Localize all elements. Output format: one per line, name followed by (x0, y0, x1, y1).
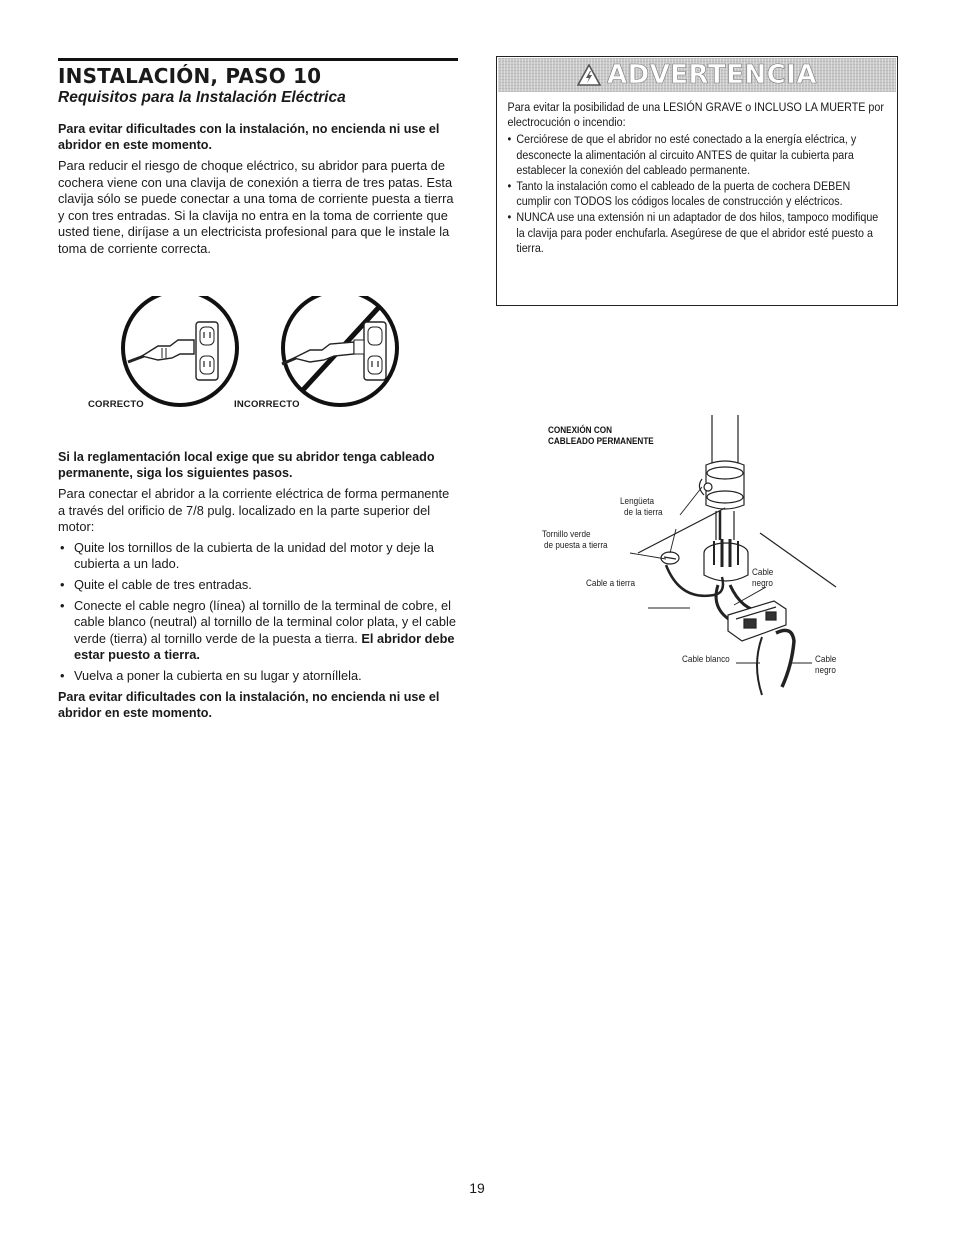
left-column (58, 58, 458, 258)
warning-title: ADVERTENCIA (606, 60, 818, 90)
green-screw-label: Tornillo verde (542, 529, 591, 540)
page-title: INSTALACIÓN, PASO 10 (58, 64, 322, 88)
ground-tab-label-2: de la tierra (624, 507, 663, 518)
black-wire-label: Cable (752, 567, 774, 578)
section-rule (58, 58, 458, 61)
plug-illustration (58, 296, 458, 416)
steps-list (58, 540, 458, 685)
plug-figure (58, 296, 458, 416)
black-wire-label-bottom: Cable (815, 654, 837, 665)
correct-label: CORRECTO (88, 399, 144, 410)
intro-warning-text: Para evitar dificultades con la instalación, no encienda ni use el abridor en este momento. (58, 122, 440, 152)
diagram-title-line1: CONEXIÓN CON (548, 425, 613, 436)
incorrect-label: INCORRECTO (234, 399, 300, 410)
white-wire-label: Cable blanco (682, 654, 730, 665)
wiring-diagram (530, 405, 860, 705)
list-item: • Quite los tornillos de la cubierta de la unidad del motor y deje la cubierta a un lado. (58, 540, 458, 573)
ground-tab-label: Lengüeta (620, 496, 655, 507)
black-wire-label-bottom-2: negro (815, 665, 836, 676)
permanent-intro: Para conectar el abridor a la corriente eléctrica de forma permanente a través del orificio de 7/8 pulg. localizado en la parte superior del motor: (58, 486, 450, 535)
step-text: Conecte el cable negro (línea) al tornillo de la terminal de cobre, el cable blanco (neutral) al tornillo de la terminal color plata, y el cable verde (tierra) al tornillo verde de la puesta a tierra. (74, 597, 456, 646)
warning-box (496, 56, 898, 306)
list-item (58, 598, 458, 664)
closing-warning: Para evitar dificultades con la instalación, no encienda ni use el abridor en este momento. (58, 689, 440, 720)
page-number: 19 (469, 1180, 485, 1196)
black-wire-label-2: negro (752, 578, 773, 589)
green-screw-label-2: de puesta a tierra (544, 540, 608, 551)
list-item: • NUNCA use una extensión ni un adaptador de dos hilos, tampoco modifique la clavija para poder enchufarla. Asegúrese de que el abridor esté puesto a tierra. (508, 210, 886, 256)
page-subtitle: Requisitos para la Instalación Eléctrica (58, 89, 346, 106)
list-item: • Vuelva a poner la cubierta en su lugar y atorníllela. (58, 668, 458, 685)
list-item: • Quite el cable de tres entradas. (58, 577, 458, 594)
permanent-heading: Si la reglamentación local exige que su abridor tenga cableado permanente, siga los siguientes pasos. (58, 450, 435, 480)
ground-wire-label: Cable a tierra (586, 578, 636, 589)
warning-intro: Para evitar la posibilidad de una LESIÓN GRAVE o INCLUSO LA MUERTE por electrocución o incendio: (507, 100, 884, 130)
warning-triangle-icon (577, 64, 601, 86)
correct-plug-drawing (123, 296, 237, 405)
permanent-wiring-section (58, 449, 458, 726)
warning-header (498, 58, 896, 92)
list-item: • Cerciórese de que el abridor no esté conectado a la energía eléctrica, y desconecte la alimentación al circuito ANTES de quitar la cubierta para establecer la conexión del cableado permanente. (508, 132, 886, 178)
warning-list (508, 132, 886, 256)
diagram-title-line2: CABLEADO PERMANENTE (548, 436, 654, 447)
intro-paragraph: Para reducir el riesgo de choque eléctrico, su abridor para puerta de cochera viene con una clavija de conexión a tierra de tres patas. Esta clavija sólo se puede conectar a una toma de corriente puesta a tierra y con tres entradas. Si la clavija no entra en la toma de corriente que usted tiene, diríjase a un electricista profesional para que le instale la toma de corriente correcta. (58, 158, 454, 256)
warning-body (497, 93, 897, 256)
incorrect-plug-drawing (282, 296, 397, 405)
step-bold-note: El abridor debe estar puesto a tierra. (74, 630, 455, 663)
list-item: • Tanto la instalación como el cableado de la puerta de cochera DEBEN cumplir con TODOS los códigos locales de construcción y eléctricos. (508, 179, 886, 209)
